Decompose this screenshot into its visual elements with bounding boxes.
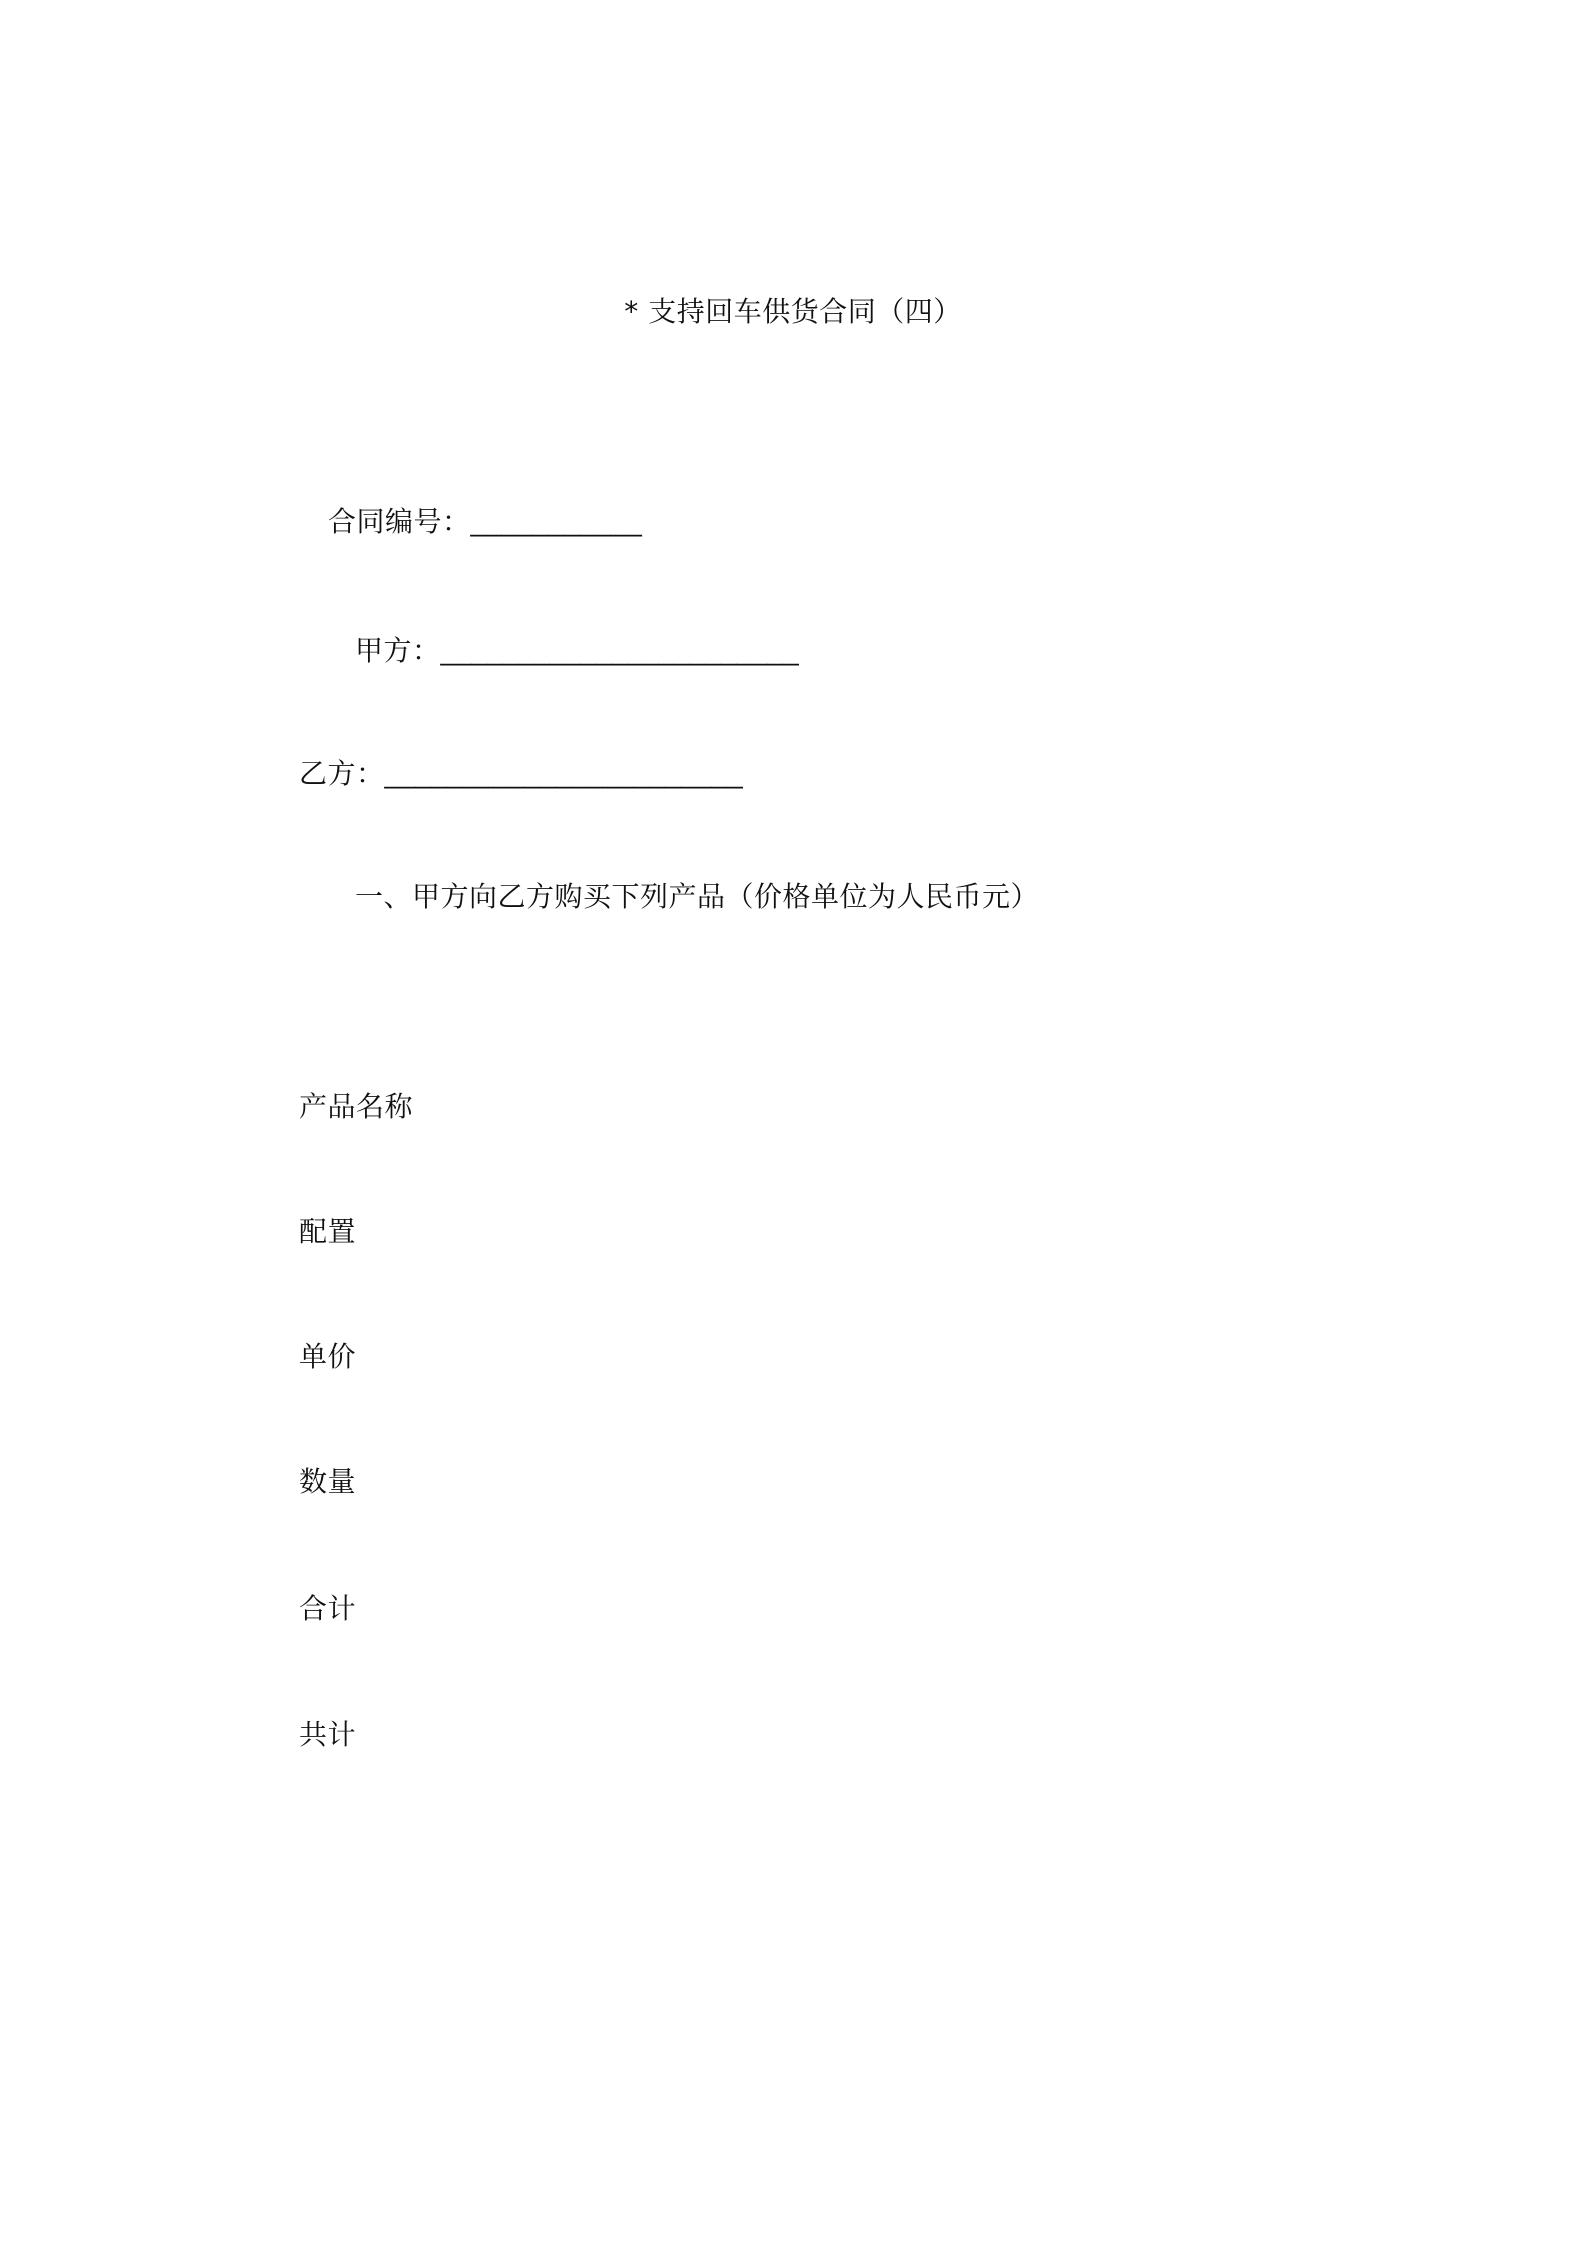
product-field-subtotal: 合计 <box>299 1592 357 1625</box>
product-field-grand-total: 共计 <box>299 1718 357 1751</box>
party-a-blank: _______________________ <box>440 635 799 666</box>
party-a-line <box>355 633 799 669</box>
document-title: * 支持回车供货合同（四） <box>624 295 962 328</box>
party-b-line <box>299 756 743 792</box>
contract-number-line <box>328 504 642 540</box>
contract-number-blank: ___________ <box>470 506 642 537</box>
party-a-label: 甲方： <box>355 634 441 667</box>
section-1-heading: 一、甲方向乙方购买下列产品（价格单位为人民币元） <box>355 880 1040 913</box>
product-field-quantity: 数量 <box>299 1465 357 1498</box>
party-b-blank: _______________________ <box>384 758 743 789</box>
product-field-name: 产品名称 <box>299 1090 414 1123</box>
contract-number-label: 合同编号： <box>328 505 471 538</box>
product-field-unit-price: 单价 <box>299 1340 357 1373</box>
product-field-configuration: 配置 <box>299 1215 357 1248</box>
party-b-label: 乙方： <box>299 757 385 790</box>
